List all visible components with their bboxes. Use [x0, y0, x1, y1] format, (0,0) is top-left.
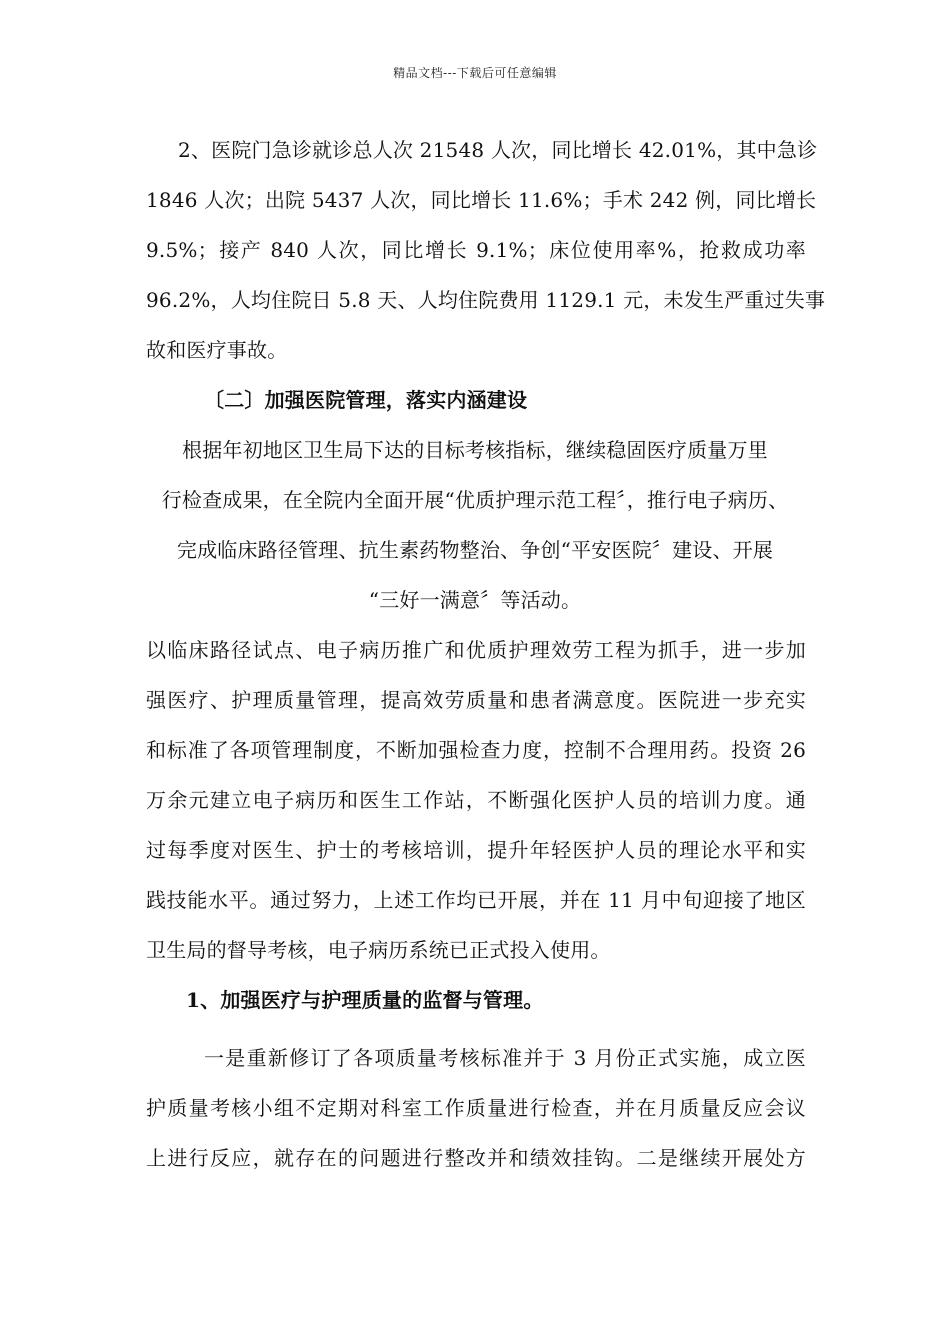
- para2-line-2: 行检查成果，在全院内全面开展“优质护理示范工程〞，推行电子病历、: [161, 488, 789, 512]
- para3-line-7: 卫生局的督导考核，电子病历系统已正式投入使用。: [146, 938, 611, 962]
- para1-line-5: 故和医疗事故。: [146, 338, 288, 362]
- para1-line-2: 1846 人次；出院 5437 人次，同比增长 11.6%；手术 242 例，同比增长: [146, 188, 817, 212]
- para1-line-3: 9.5%；接产 840 人次，同比增长 9.1%；床位使用率%，抢救成功率: [146, 238, 806, 262]
- para2-line-3: 完成临床路径管理、抗生素药物整治、争创“平安医院〞建设、开展: [176, 538, 774, 562]
- para4-line-1: 一是重新修订了各项质量考核标准并于 3 月份正式实施，成立医: [204, 1046, 806, 1070]
- para1-line-4: 96.2%，人均住院日 5.8 天、人均住院费用 1129.1 元，未发生严重过失事: [146, 288, 826, 312]
- para3-line-2: 强医疗、护理质量管理，提高效劳质量和患者满意度。医院进一步充实: [146, 688, 806, 712]
- para4-line-2: 护质量考核小组不定期对科室工作质量进行检查，并在月质量反应会议: [146, 1096, 806, 1120]
- page-header: 精品文档---下载后可任意编辑: [393, 66, 557, 80]
- section-heading-2: 〔二〕加强医院管理，落实内涵建设: [204, 388, 528, 412]
- para3-line-3: 和标准了各项管理制度，不断加强检查力度，控制不合理用药。投资 26: [146, 738, 806, 762]
- section-heading-3: 1、加强医疗与护理质量的监督与管理。: [186, 988, 544, 1012]
- para1-line-1: 2、医院门急诊就诊总人次 21548 人次，同比增长 42.01%，其中急诊: [178, 138, 818, 162]
- para2-line-4: “三好一满意〞等活动。: [368, 588, 582, 612]
- para4-line-3: 上进行反应，就存在的问题进行整改并和绩效挂钩。二是继续开展处方: [146, 1146, 806, 1170]
- para3-line-1: 以临床路径试点、电子病历推广和优质护理效劳工程为抓手，进一步加: [146, 638, 806, 662]
- para3-line-5: 过每季度对医生、护士的考核培训，提升年轻医护人员的理论水平和实: [146, 838, 806, 862]
- para3-line-4: 万余元建立电子病历和医生工作站，不断强化医护人员的培训力度。通: [146, 788, 806, 812]
- para2-line-1: 根据年初地区卫生局下达的目标考核指标，继续稳固医疗质量万里: [182, 438, 768, 462]
- para3-line-6: 践技能水平。通过努力，上述工作均已开展，并在 11 月中旬迎接了地区: [146, 888, 806, 912]
